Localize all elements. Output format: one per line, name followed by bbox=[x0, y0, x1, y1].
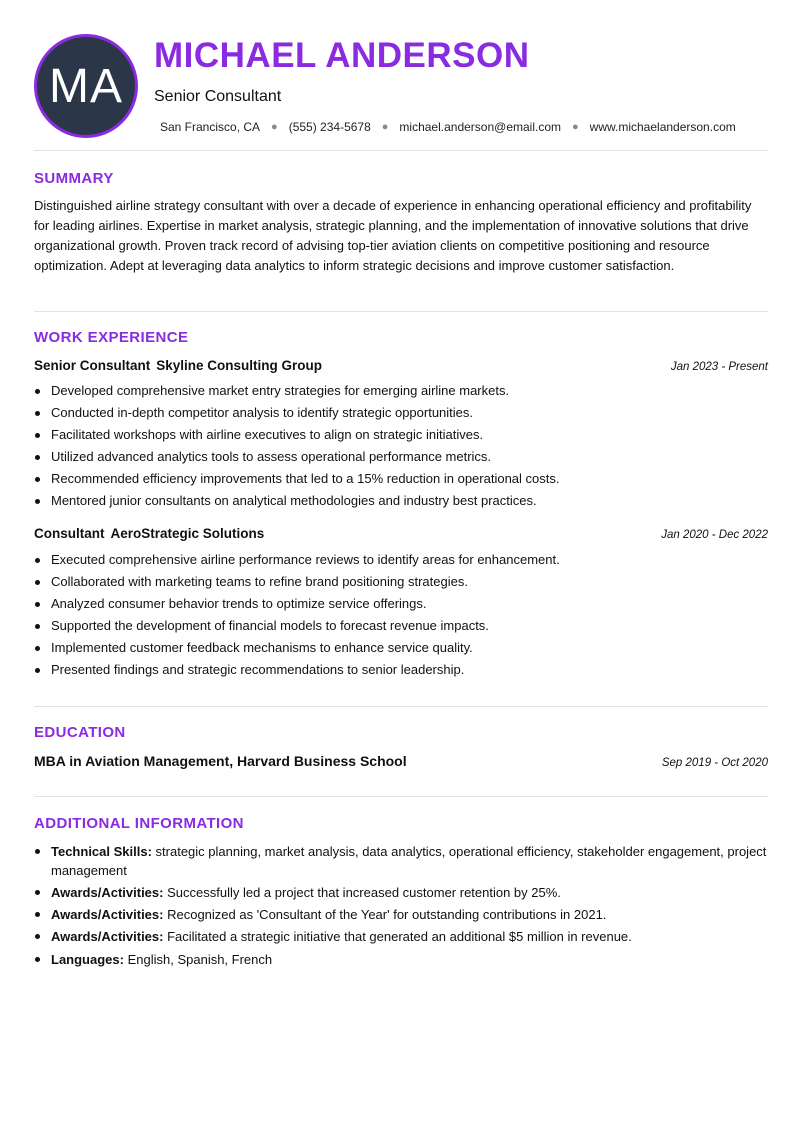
job-role: Senior Consultant bbox=[34, 358, 151, 373]
additional-heading: ADDITIONAL INFORMATION bbox=[34, 815, 244, 832]
item-label: Awards/Activities: bbox=[51, 885, 164, 900]
bullet-separator-icon: ● bbox=[271, 121, 278, 133]
divider bbox=[34, 150, 768, 151]
job-header bbox=[34, 526, 768, 541]
list-item: Collaborated with marketing teams to refine brand positioning strategies. bbox=[51, 571, 560, 593]
job-title bbox=[34, 358, 322, 373]
list-item: Utilized advanced analytics tools to assess operational performance metrics. bbox=[51, 446, 559, 468]
list-item: Executed comprehensive airline performance reviews to identify areas for enhancement. bbox=[51, 549, 560, 571]
list-item: Supported the development of financial models to forecast revenue impacts. bbox=[51, 615, 560, 637]
list-item: Recommended efficiency improvements that led to a 15% reduction in operational costs. bbox=[51, 468, 559, 490]
divider bbox=[34, 706, 768, 707]
contact-phone: (555) 234-5678 bbox=[288, 120, 371, 134]
summary-text: Distinguished airline strategy consultant with over a decade of experience in enhancing operational efficiency and profitability for leading airlines. Expertise in market analysis, strategic planning, and the implementation of innovative solutions that drive organizational growth. Proven track record of advising top-tier aviation clients on competitive positioning and resource optimization. Adept at leveraging data analytics to inform strategic decisions and improve customer satisfaction. bbox=[34, 198, 752, 273]
list-item bbox=[51, 927, 768, 946]
list-item: Presented findings and strategic recommendations to senior leadership. bbox=[51, 659, 560, 681]
list-item: Developed comprehensive market entry strategies for emerging airline markets. bbox=[51, 380, 559, 402]
list-item: Analyzed consumer behavior trends to optimize service offerings. bbox=[51, 593, 560, 615]
education-degree: MBA in Aviation Management, Harvard Business School bbox=[34, 753, 407, 769]
job-dates: Jan 2023 - Present bbox=[670, 361, 768, 373]
candidate-title: Senior Consultant bbox=[154, 88, 282, 105]
resume-page bbox=[34, 0, 768, 1130]
list-item bbox=[51, 842, 768, 880]
job-role: Consultant bbox=[34, 526, 105, 541]
list-item: Conducted in-depth competitor analysis to identify strategic opportunities. bbox=[51, 402, 559, 424]
education-entry bbox=[34, 753, 768, 769]
education-dates: Sep 2019 - Oct 2020 bbox=[661, 757, 768, 769]
item-text: Facilitated a strategic initiative that generated an additional $5 million in revenue. bbox=[167, 929, 632, 944]
avatar bbox=[34, 34, 138, 138]
job-dates: Jan 2020 - Dec 2022 bbox=[661, 529, 768, 541]
bullet-separator-icon: ● bbox=[381, 121, 389, 133]
item-label: Awards/Activities: bbox=[51, 907, 164, 922]
list-item bbox=[51, 950, 768, 969]
contact-website[interactable]: www.michaelanderson.com bbox=[589, 120, 736, 134]
item-text: Successfully led a project that increased customer retention by 25%. bbox=[167, 885, 561, 900]
item-label: Technical Skills: bbox=[51, 844, 152, 859]
contact-email[interactable]: michael.anderson@email.com bbox=[399, 120, 562, 134]
item-label: Languages: bbox=[51, 952, 124, 967]
job-company: Skyline Consulting Group bbox=[156, 358, 323, 373]
item-text: strategic planning, market analysis, data analytics, operational efficiency, stakeholder engagement, project management bbox=[51, 844, 767, 878]
job-bullets bbox=[34, 380, 559, 512]
experience-heading: WORK EXPERIENCE bbox=[34, 329, 189, 346]
divider bbox=[34, 796, 768, 797]
contact-location: San Francisco, CA bbox=[160, 120, 261, 134]
job-header bbox=[34, 358, 768, 373]
job-company: AeroStrategic Solutions bbox=[110, 526, 265, 541]
candidate-name: MICHAEL ANDERSON bbox=[154, 36, 530, 75]
item-text: English, Spanish, French bbox=[127, 952, 273, 967]
contact-bar bbox=[160, 120, 768, 134]
summary-heading: SUMMARY bbox=[34, 170, 114, 187]
additional-list bbox=[34, 842, 768, 972]
list-item: Implemented customer feedback mechanisms to enhance service quality. bbox=[51, 637, 560, 659]
divider bbox=[34, 311, 768, 312]
job-title bbox=[34, 526, 264, 541]
list-item: Mentored junior consultants on analytical methodologies and industry best practices. bbox=[51, 490, 559, 512]
bullet-separator-icon: ● bbox=[572, 121, 579, 133]
list-item bbox=[51, 883, 768, 902]
education-heading: EDUCATION bbox=[34, 724, 126, 741]
job-bullets bbox=[34, 549, 560, 681]
avatar-initials: MA bbox=[49, 59, 123, 113]
item-text: Recognized as 'Consultant of the Year' for outstanding contributions in 2021. bbox=[167, 907, 607, 922]
list-item: Facilitated workshops with airline executives to align on strategic initiatives. bbox=[51, 424, 559, 446]
item-label: Awards/Activities: bbox=[51, 929, 164, 944]
list-item bbox=[51, 905, 768, 924]
